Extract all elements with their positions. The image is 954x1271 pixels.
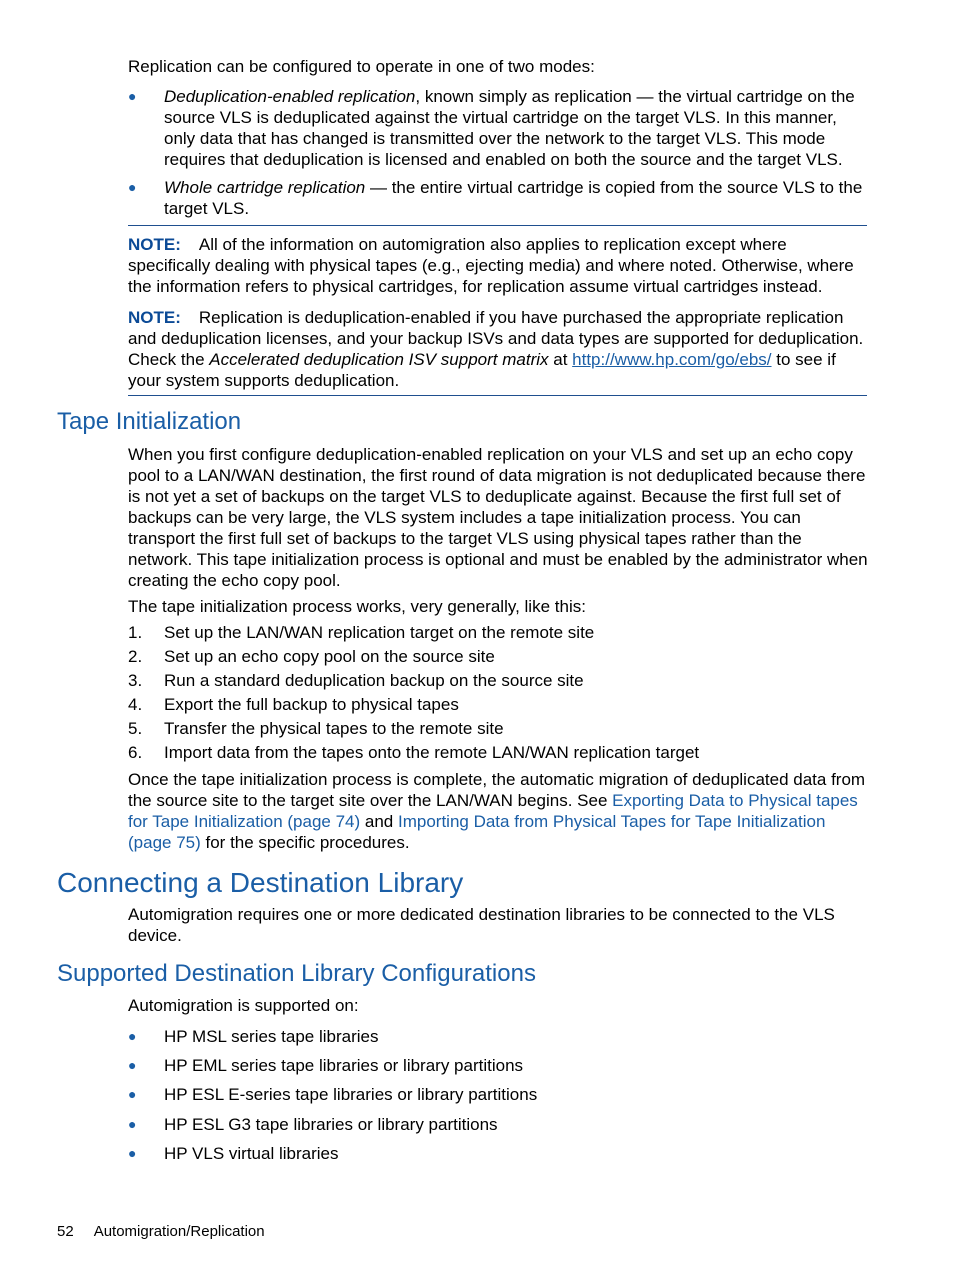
supported-intro: Automigration is supported on: bbox=[128, 996, 359, 1015]
bullet-icon: ● bbox=[128, 1057, 137, 1073]
list-item: ● HP VLS virtual libraries bbox=[128, 1144, 339, 1163]
connecting-para: Automigration requires one or more dedicated destination libraries to be connected to the VLS device. bbox=[128, 905, 835, 945]
connecting-heading: Connecting a Destination Library bbox=[57, 867, 464, 898]
step-item: 5. Transfer the physical tapes to the remote site bbox=[128, 719, 504, 738]
intro-text: Replication can be configured to operate in one of two modes: bbox=[128, 57, 595, 76]
list-item bbox=[128, 86, 868, 170]
bullet-icon: ● bbox=[128, 1145, 137, 1161]
bullet-icon: ● bbox=[128, 1086, 137, 1102]
list-item: ● HP ESL E-series tape libraries or library partitions bbox=[128, 1085, 538, 1104]
export-xref-link[interactable]: Exporting Data to Physical tapes for Tape Initialization (page 74) bbox=[128, 791, 858, 831]
import-xref-link[interactable]: Importing Data from Physical Tapes for Tape Initialization (page 75) bbox=[128, 812, 826, 852]
note-rule-top bbox=[128, 225, 867, 226]
bullet-icon: ● bbox=[128, 179, 137, 195]
tape-init-heading: Tape Initialization bbox=[57, 408, 242, 435]
list-item: ● HP EML series tape libraries or library partitions bbox=[128, 1056, 524, 1075]
note-2: NOTE: Replication is deduplication-enabled if you have purchased the appropriate replication and deduplication licenses, and your backup ISVs and data types are supported for deduplication. Check the Accelerated deduplication ISV support matrix at http://www.hp.com/go/ebs/ to see if your system supports deduplication. bbox=[128, 308, 864, 390]
step-item: 2. Set up an echo copy pool on the source site bbox=[128, 647, 495, 666]
bullet-icon: ● bbox=[128, 1116, 137, 1132]
list-item: ● HP ESL G3 tape libraries or library partitions bbox=[128, 1115, 498, 1134]
supported-heading: Supported Destination Library Configurations bbox=[57, 960, 536, 987]
page-footer bbox=[57, 1222, 265, 1242]
step-item: 4. Export the full backup to physical tapes bbox=[128, 695, 459, 714]
mode-text: , known simply as replication — the virtual cartridge on the source VLS is deduplicated against the virtual cartridge on the target VLS. In this manner, only data that has changed is transmitted over the network to the target VLS. This mode requires that deduplication is licensed and enabled on both the source and the target VLS. bbox=[164, 87, 855, 169]
mode-text: — the entire virtual cartridge is copied from the source VLS to the target VLS. bbox=[164, 178, 863, 218]
ebs-link[interactable]: http://www.hp.com/go/ebs/ bbox=[572, 350, 772, 369]
footer-section: Automigration/Replication bbox=[93, 1223, 265, 1240]
list-item: ● HP MSL series tape libraries bbox=[128, 1027, 379, 1046]
note-rule-bottom bbox=[128, 395, 867, 396]
step-item: 6. Import data from the tapes onto the remote LAN/WAN replication target bbox=[128, 743, 700, 762]
step-item: 1. Set up the LAN/WAN replication target on the remote site bbox=[128, 623, 595, 642]
note-1: NOTE: All of the information on automigration also applies to replication except where specifically dealing with physical tapes (e.g., ejecting media) and where noted. Otherwise, where the information refers to physical cartridges, for replication assume virtual cartridges instead. bbox=[128, 235, 854, 296]
bullet-icon: ● bbox=[128, 1028, 137, 1044]
tape-init-intro: The tape initialization process works, very generally, like this: bbox=[128, 597, 586, 616]
isv-matrix-title: Accelerated deduplication ISV support matrix bbox=[209, 350, 549, 369]
step-item: 3. Run a standard deduplication backup on the source site bbox=[128, 671, 584, 690]
bullet-icon: ● bbox=[128, 88, 137, 104]
tape-init-para: When you first configure deduplication-enabled replication on your VLS and set up an echo copy pool to a LAN/WAN destination, the first round of data migration is not deduplicated because there is not yet a set of backups on the target VLS to deduplicate against. Because the first full set of backups can be very large, the VLS system includes a tape initialization process. You can transport the first full set of backups to the target VLS using physical tapes rather than the network. This tape initialization process is optional and must be enabled by the administrator when creating the echo copy pool. bbox=[128, 445, 868, 590]
note-label: NOTE: bbox=[128, 308, 181, 327]
list-item bbox=[128, 177, 868, 219]
tape-init-outro: Once the tape initialization process is complete, the automatic migration of deduplicated data from the source site to the target site over the LAN/WAN begins. See Exporting Data to Physical tapes for Tape Initialization (page 74) and Importing Data from Physical Tapes for Tape Initialization (page 75) for the specific procedures. bbox=[128, 770, 866, 852]
note-label: NOTE: bbox=[128, 235, 181, 254]
page-number: 52 bbox=[57, 1223, 74, 1240]
mode-term: Whole cartridge replication bbox=[164, 178, 366, 197]
mode-term: Deduplication-enabled replication bbox=[164, 87, 416, 106]
